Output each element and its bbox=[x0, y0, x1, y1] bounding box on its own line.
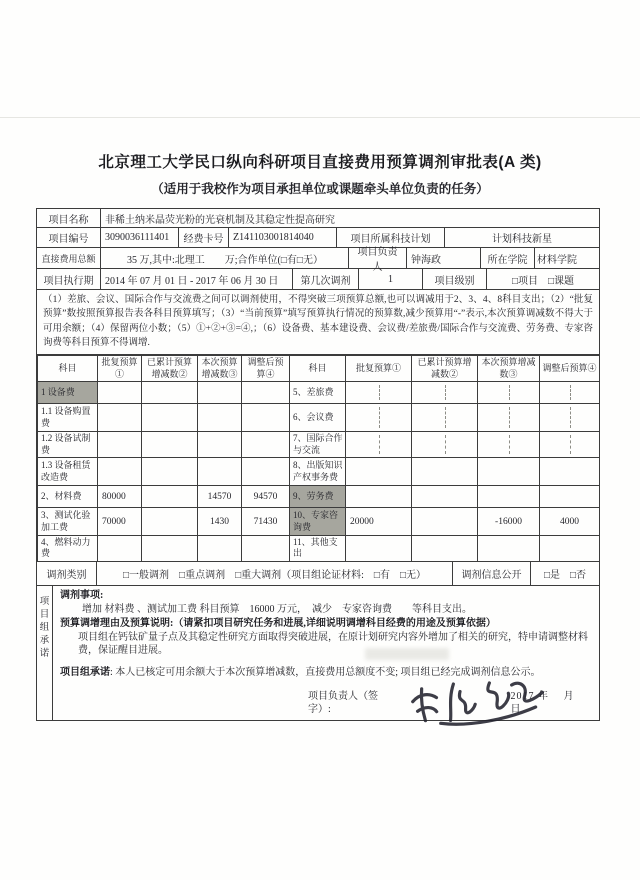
row-project-number bbox=[37, 228, 599, 248]
row-total-budget bbox=[37, 247, 599, 273]
budget-cell-empty bbox=[346, 432, 412, 458]
subject-travel: 5、差旅费 bbox=[290, 382, 346, 404]
budget-cell-empty bbox=[478, 432, 540, 458]
header-adjusted-right: 调整后预算④ bbox=[540, 356, 600, 382]
program-value: 计划科技新星 bbox=[492, 234, 552, 245]
materials-approved: 80000 bbox=[98, 486, 142, 508]
exec-period-label: 项目执行期 bbox=[37, 269, 101, 289]
budget-row-4 bbox=[38, 458, 600, 486]
project-level-label: 项目级别 bbox=[423, 269, 487, 289]
approval-form bbox=[36, 208, 600, 721]
promise-label: 项目组承诺 bbox=[60, 667, 110, 679]
budget-cell-empty bbox=[142, 508, 198, 536]
sign-date: 2017 年 月 日 bbox=[510, 690, 589, 715]
budget-cell-empty bbox=[142, 458, 198, 486]
project-name-value: 非稀土纳米晶荧光粉的光衰机制及其稳定性提高研究 bbox=[105, 214, 335, 226]
budget-cell-empty bbox=[242, 432, 290, 458]
budget-cell-empty bbox=[142, 536, 198, 562]
budget-cell-empty bbox=[540, 404, 600, 432]
subject-fuel-power: 4、燃料动力费 bbox=[38, 536, 98, 562]
budget-cell-empty bbox=[540, 486, 600, 508]
adjust-items-text: 增加 材料费 、测试加工费 科目预算 16000 万元， 减少 专家咨询费 等科目支出。 bbox=[82, 603, 472, 615]
budget-cell-empty bbox=[412, 382, 478, 404]
budget-cell-empty bbox=[142, 404, 198, 432]
subject-labor: 9、劳务费 bbox=[290, 486, 346, 508]
pi-label: 项目负责人 bbox=[349, 248, 407, 268]
budget-cell-empty bbox=[412, 486, 478, 508]
fund-card-value: Z141103001814040 bbox=[229, 228, 337, 247]
program-label: 项目所属科技计划 bbox=[337, 228, 445, 247]
budget-cell-empty bbox=[540, 536, 600, 562]
budget-cell-empty bbox=[478, 486, 540, 508]
exec-period-value: 2014 年 07 月 01 日 - 2017 年 06 月 30 日 bbox=[101, 269, 293, 289]
header-approved-right: 批复预算① bbox=[346, 356, 412, 382]
budget-row-6 bbox=[38, 508, 600, 536]
budget-row-3 bbox=[38, 432, 600, 458]
header-approved-left: 批复预算① bbox=[98, 356, 142, 382]
budget-header-row bbox=[38, 356, 600, 382]
budget-row-1 bbox=[38, 382, 600, 404]
expert-approved: 20000 bbox=[346, 508, 412, 536]
stamp-smudge bbox=[365, 648, 449, 660]
adjust-count-value: 1 bbox=[359, 269, 423, 289]
total-budget-label: 直接费用总额 bbox=[37, 248, 101, 268]
budget-cell-empty bbox=[198, 382, 242, 404]
budget-cell-empty bbox=[242, 382, 290, 404]
budget-cell-empty bbox=[346, 486, 412, 508]
header-current-left: 本次预算增减数③ bbox=[198, 356, 242, 382]
header-subject-right: 科目 bbox=[290, 356, 346, 382]
budget-cell-empty bbox=[98, 458, 142, 486]
budget-cell-empty bbox=[540, 432, 600, 458]
fund-card-label: 经费卡号 bbox=[179, 228, 229, 247]
project-level-checkboxes: □项目 □课题 bbox=[511, 275, 575, 287]
subject-materials: 2、材料费 bbox=[38, 486, 98, 508]
budget-cell-empty bbox=[198, 404, 242, 432]
expert-current-change: -16000 bbox=[478, 508, 540, 536]
budget-cell-empty bbox=[412, 432, 478, 458]
header-adjusted-left: 调整后预算④ bbox=[242, 356, 290, 382]
budget-cell-empty bbox=[346, 458, 412, 486]
budget-cell-empty bbox=[412, 404, 478, 432]
project-number-value: 3090036111401 bbox=[101, 228, 179, 247]
budget-cell-empty bbox=[198, 432, 242, 458]
budget-cell-empty bbox=[98, 536, 142, 562]
info-public-checkboxes: □是 □否 bbox=[543, 569, 587, 581]
header-current-right: 本次预算增减数③ bbox=[478, 356, 540, 382]
budget-cell-empty bbox=[142, 432, 198, 458]
sign-label: 项目负责人（签字）: bbox=[308, 690, 378, 715]
budget-cell-empty bbox=[478, 404, 540, 432]
budget-cell-empty bbox=[346, 404, 412, 432]
budget-cell-empty bbox=[242, 536, 290, 562]
expert-adjusted: 4000 bbox=[540, 508, 600, 536]
subject-other-expenses: 11、其他支出 bbox=[290, 536, 346, 562]
subject-publication-ip: 8、出版知识产权事务费 bbox=[290, 458, 346, 486]
subject-equipment: 1 设备费 bbox=[38, 382, 98, 404]
budget-row-2 bbox=[38, 404, 600, 432]
total-budget-value: 35 万,其中:北理工 万;合作单位(□有□无） bbox=[101, 248, 349, 268]
budget-table bbox=[37, 355, 600, 562]
handwritten-signature bbox=[407, 668, 549, 736]
header-accumulated-right: 已累计预算增减数② bbox=[412, 356, 478, 382]
adjust-count-label: 第几次调剂 bbox=[293, 269, 359, 289]
subject-meeting: 6、会议费 bbox=[290, 404, 346, 432]
page-title: 北京理工大学民口纵向科研项目直接费用预算调剂审批表(A 类) bbox=[98, 154, 542, 171]
adjust-category-label: 调剂类别 bbox=[37, 562, 97, 585]
subject-equipment-rental: 1.3 设备租赁改造费 bbox=[38, 458, 98, 486]
row-exec-period bbox=[37, 269, 599, 290]
header-accumulated-left: 已累计预算增减数② bbox=[142, 356, 198, 382]
subject-expert-consult: 10、专家咨询费 bbox=[290, 508, 346, 536]
budget-cell-empty bbox=[98, 382, 142, 404]
commitment-side-label: 项目组承诺 bbox=[37, 586, 53, 721]
budget-cell-empty bbox=[242, 458, 290, 486]
budget-cell-empty bbox=[412, 508, 478, 536]
budget-cell-empty bbox=[98, 404, 142, 432]
pi-value: 钟海政 bbox=[407, 248, 481, 268]
testing-adjusted: 71430 bbox=[242, 508, 290, 536]
project-name-label: 项目名称 bbox=[37, 209, 101, 227]
adjust-category-checkboxes: □一般调剂 □重点调剂 □重大调剂（项目组论证材料: □有 □无） bbox=[97, 562, 453, 585]
budget-cell-empty bbox=[98, 432, 142, 458]
promise-text: : 本人已核定可用余额大于本次预算增减数，直接费用总额度不变; 项目组已经完成调剂信息公示。 bbox=[110, 667, 541, 679]
budget-cell-empty bbox=[540, 458, 600, 486]
subject-intl-cooperation: 7、国际合作与交流 bbox=[290, 432, 346, 458]
project-number-label: 项目编号 bbox=[37, 228, 101, 247]
reason-label: 预算调增理由及预算说明:（请紧扣项目研究任务和进展,详细说明调增科目经费的用途及预算依据） bbox=[60, 617, 496, 629]
subject-testing-processing: 3、测试化验加工费 bbox=[38, 508, 98, 536]
materials-current-change: 14570 bbox=[198, 486, 242, 508]
info-public-label: 调剂信息公开 bbox=[453, 562, 531, 585]
testing-approved: 70000 bbox=[98, 508, 142, 536]
budget-cell-empty bbox=[412, 458, 478, 486]
subject-equipment-purchase: 1.1 设备购置费 bbox=[38, 404, 98, 432]
school-value: 材料学院 bbox=[537, 254, 577, 266]
budget-cell-empty bbox=[346, 536, 412, 562]
materials-adjusted: 94570 bbox=[242, 486, 290, 508]
budget-cell-empty bbox=[478, 458, 540, 486]
budget-cell-empty bbox=[478, 382, 540, 404]
commitment-block bbox=[37, 586, 599, 721]
testing-current-change: 1430 bbox=[198, 508, 242, 536]
budget-cell-empty bbox=[242, 404, 290, 432]
budget-cell-empty bbox=[198, 536, 242, 562]
budget-cell-empty bbox=[142, 486, 198, 508]
budget-cell-empty bbox=[198, 458, 242, 486]
budget-row-5 bbox=[38, 486, 600, 508]
header-subject-left: 科目 bbox=[38, 356, 98, 382]
page-subtitle: （适用于我校作为项目承担单位或课题牵头单位负责的任务） bbox=[151, 182, 489, 196]
instructions-text: （1）差旅、会议、国际合作与交流费之间可以调剂使用，不得突破三项预算总额,也可以调减用于2、3、4、8科目支出；（2）“批复预算”数按照预算报告表各科目预算填写；（3）“当前预算”填写预算执行情况的预算数,减少预算用“-”表示,本次预算调减数不得大于可用余额；（4）保留两位小数；（5）①+②+③=④,；（6）设备费、基本建设费、会议费/差旅费/国际合作与交流费、劳务费、专家咨询费等科目预算不得调增. bbox=[37, 290, 599, 355]
row-project-name bbox=[37, 209, 599, 228]
adjust-items-label: 调剂事项: bbox=[60, 589, 104, 601]
budget-cell-empty bbox=[412, 536, 478, 562]
budget-row-7 bbox=[38, 536, 600, 562]
budget-cell-empty bbox=[478, 536, 540, 562]
commitment-content bbox=[53, 586, 599, 721]
reason-text: 项目组在钙钛矿量子点及其稳定性研究方面取得突破进展，在原计划研究内容外增加了相关的研究，特申请调整材料费，保证醒目进展。 bbox=[78, 632, 588, 657]
row-adjust-category bbox=[37, 562, 599, 586]
school-label: 所在学院 bbox=[481, 248, 535, 268]
budget-cell-empty bbox=[540, 382, 600, 404]
scan-edge-line bbox=[0, 117, 640, 118]
subject-equipment-trial: 1.2 设备试制费 bbox=[38, 432, 98, 458]
budget-cell-empty bbox=[142, 382, 198, 404]
budget-cell-empty bbox=[346, 382, 412, 404]
